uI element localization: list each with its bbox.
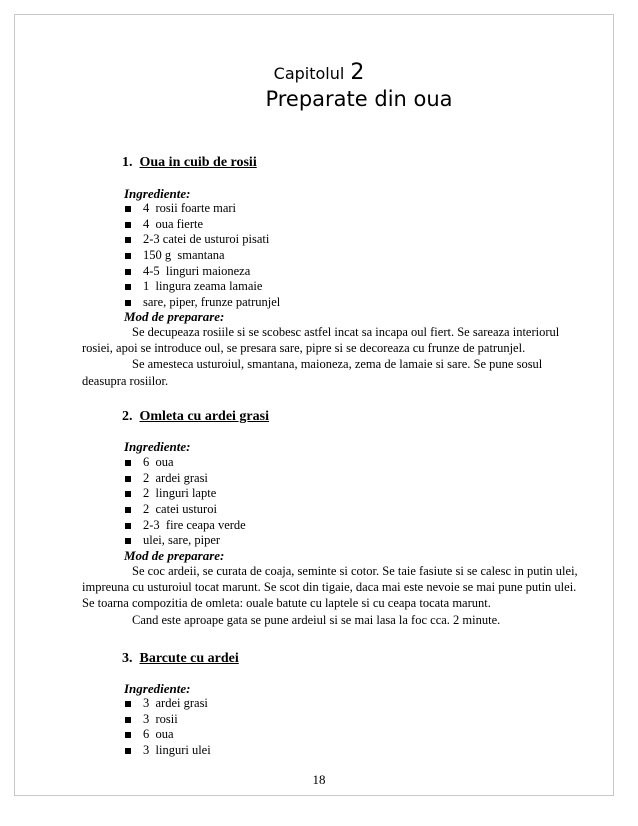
recipe-title: Oua in cuib de rosii — [139, 155, 257, 170]
preparation-paragraph: Se coc ardeii, se curata de coaja, seminte si cotor. Se taie fasiute si se calesc in putin ulei, impreuna cu usturoiul tocat marunt. Se scot din tigaie, daca mai este nevoie se mai pune putin ulei. Se toarna compozitia de omleta: ouale batute cu laptele si cu ceapa tocata marunt. — [82, 564, 578, 611]
preparation-label: Mod de preparare: — [124, 309, 225, 324]
bullet-icon — [125, 460, 131, 466]
ingredients-list — [124, 201, 280, 311]
recipe-heading — [122, 651, 239, 667]
recipe-heading — [122, 155, 257, 171]
ingredient-item: ulei, sare, piper — [124, 533, 246, 549]
chapter-number: 2 — [350, 60, 365, 85]
recipe-heading — [122, 409, 269, 425]
preparation-paragraph: Cand este aproape gata se pune ardeiul si se mai lasa la foc cca. 2 minute. — [132, 612, 501, 627]
bullet-icon — [125, 269, 131, 275]
bullet-icon — [125, 237, 131, 243]
bullet-icon — [125, 748, 131, 754]
page-number: 18 — [312, 772, 326, 787]
ingredient-item: 2 linguri lapte — [124, 486, 246, 502]
chapter-title: Preparate din oua — [265, 87, 453, 111]
ingredient-item: 3 ardei grasi — [124, 696, 211, 712]
ingredient-item: 3 rosii — [124, 712, 211, 728]
ingredients-label: Ingrediente: — [124, 681, 191, 696]
ingredient-item: 2 catei usturoi — [124, 502, 246, 518]
ingredient-item: 6 oua — [124, 727, 211, 743]
ingredients-list — [124, 696, 211, 759]
bullet-icon — [125, 284, 131, 290]
ingredient-item: 4-5 linguri maioneza — [124, 264, 280, 280]
chapter-label — [0, 60, 638, 85]
ingredient-item: 4 rosii foarte mari — [124, 201, 280, 217]
ingredient-item: 3 linguri ulei — [124, 743, 211, 759]
ingredient-item: 6 oua — [124, 455, 246, 471]
preparation-paragraph: Se decupeaza rosiile si se scobesc astfel incat sa incapa oul fiert. Se sareaza interiorul rosiei, apoi se introduce oul, se presara sare, pipre si se decoreaza cu frunze de patrunjel. — [82, 325, 560, 356]
bullet-icon — [125, 701, 131, 707]
recipe-number: 3. — [122, 651, 133, 666]
ingredient-item: sare, piper, frunze patrunjel — [124, 295, 280, 311]
ingredient-item: 2-3 catei de usturoi pisati — [124, 232, 280, 248]
bullet-icon — [125, 253, 131, 259]
recipe-number: 2. — [122, 409, 133, 424]
preparation-text — [82, 563, 582, 628]
ingredient-item: 2-3 fire ceapa verde — [124, 518, 246, 534]
page-border — [14, 14, 614, 796]
bullet-icon — [125, 222, 131, 228]
bullet-icon — [125, 717, 131, 723]
preparation-text — [82, 324, 582, 389]
ingredient-item: 4 oua fierte — [124, 217, 280, 233]
bullet-icon — [125, 538, 131, 544]
bullet-icon — [125, 300, 131, 306]
bullet-icon — [125, 491, 131, 497]
chapter-label-text: Capitolul — [273, 64, 345, 83]
ingredient-item: 1 lingura zeama lamaie — [124, 279, 280, 295]
bullet-icon — [125, 507, 131, 513]
recipe-title: Omleta cu ardei grasi — [139, 409, 269, 424]
preparation-label: Mod de preparare: — [124, 548, 225, 563]
ingredient-item: 150 g smantana — [124, 248, 280, 264]
recipe-number: 1. — [122, 155, 133, 170]
bullet-icon — [125, 206, 131, 212]
ingredients-label: Ingrediente: — [124, 186, 191, 201]
ingredients-label: Ingrediente: — [124, 439, 191, 454]
bullet-icon — [125, 523, 131, 529]
bullet-icon — [125, 732, 131, 738]
recipe-title: Barcute cu ardei — [139, 651, 239, 666]
ingredient-item: 2 ardei grasi — [124, 471, 246, 487]
bullet-icon — [125, 476, 131, 482]
ingredients-list — [124, 455, 246, 549]
preparation-paragraph: Se amesteca usturoiul, smantana, maioneza, zema de lamaie si sare. Se pune sosul deasupra rosiilor. — [82, 357, 543, 388]
